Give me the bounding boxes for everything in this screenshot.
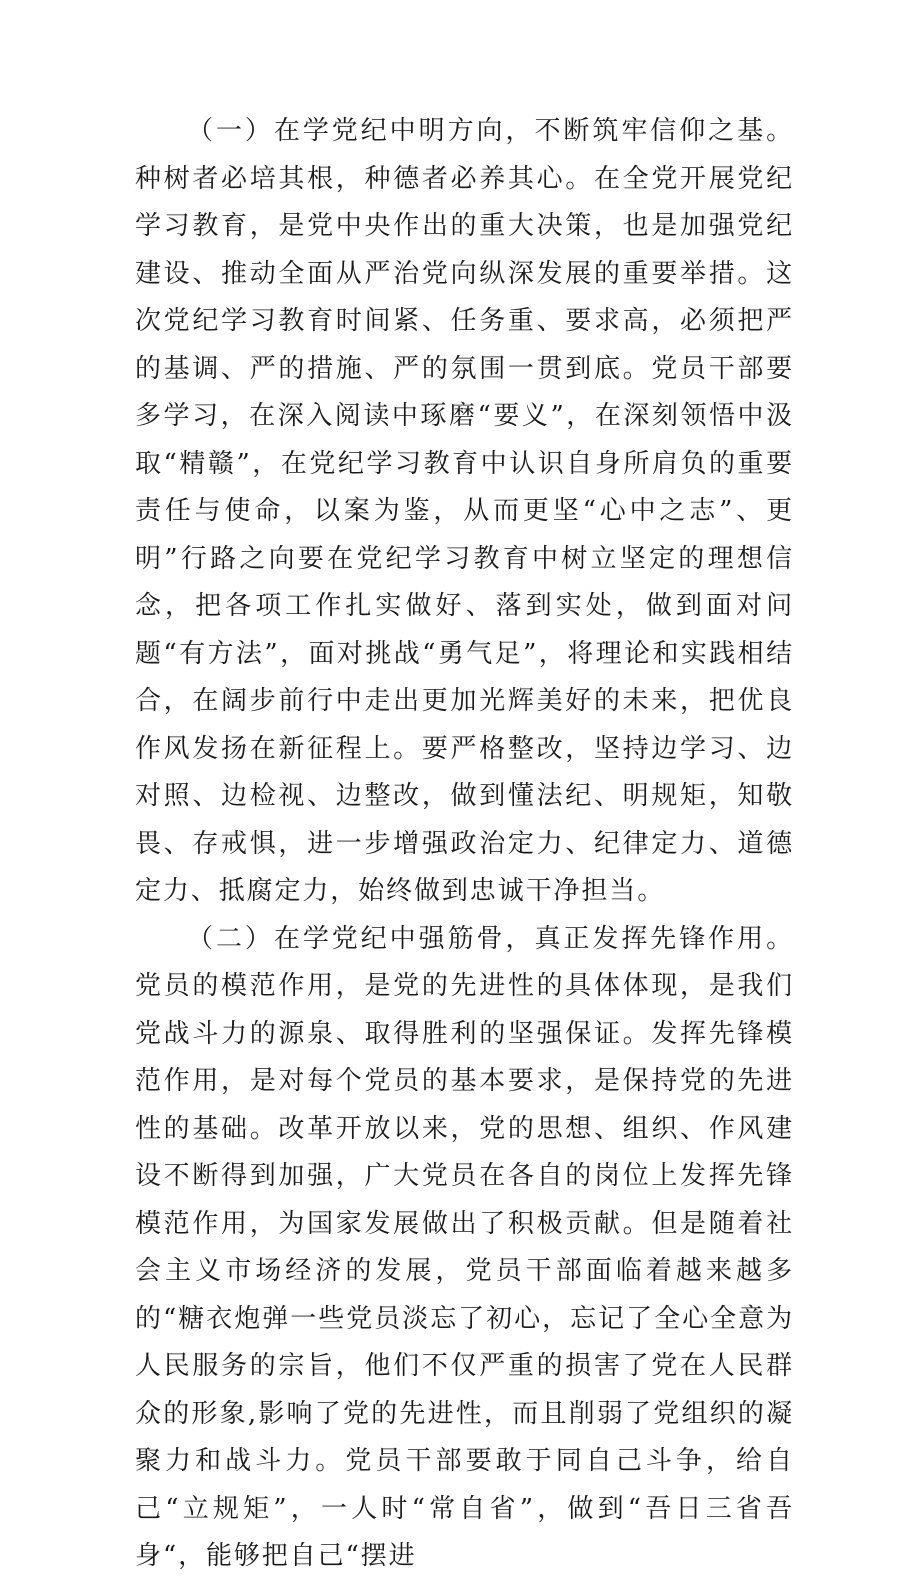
- paragraph-1: （一）在学党纪中明方向，不断筑牢信仰之基。种树者必培其根，种德者必养其心。在全党开展党纪学习教育，是党中央作出的重大决策，也是加强党纪建设、推动全面从严治党向纵深发展的重要举措。这次党纪学习教育时间紧、任务重、要求高，必须把严的基调、严的措施、严的氛围一贯到底。党员干部要多学习，在深入阅读中琢磨“要义”，在深刻领悟中汲取“精赣”，在党纪学习教育中认识自身所肩负的重要责任与使命，以案为鉴，从而更坚“心中之志”、更明”行路之向要在党纪学习教育中树立坚定的理想信念，把各项工作扎实做好、落到实处，做到面对问题“有方法”，面对挑战“勇气足”，将理论和实践相结合，在阔步前行中走出更加光辉美好的未来，把优良作风发扬在新征程上。要严格整改，坚持边学习、边对照、边检视、边整改，做到懂法纪、明规矩，知敬畏、存戒惧，进一步增强政治定力、纪律定力、道德定力、抵腐定力，始终做到忠诚干净担当。: [135, 116, 794, 906]
- paragraph-2: （二）在学党纪中强筋骨，真正发挥先锋作用。党员的模范作用，是党的先进性的具体体现，是我们党战斗力的源泉、取得胜利的坚强保证。发挥先锋模范作用，是对每个党员的基本要求，是保持党的先进性的基础。改革开放以来，党的思想、组织、作风建设不断得到加强，广大党员在各自的岗位上发挥先锋模范作用，为国家发展做出了积极贡献。但是随着社会主义市场经济的发展，党员干部面临着越来越多的“糖衣炮弹一些党员淡忘了初心，忘记了全心全意为人民服务的宗旨，他们不仅严重的损害了党在人民群众的形象,影响了党的先进性，而且削弱了党组织的凝聚力和战斗力。党员干部要敢于同自己斗争，给自己“立规矩”，一人时“常自省”，做到“吾日三省吾身“，能够把自己“摆进: [135, 923, 794, 1571]
